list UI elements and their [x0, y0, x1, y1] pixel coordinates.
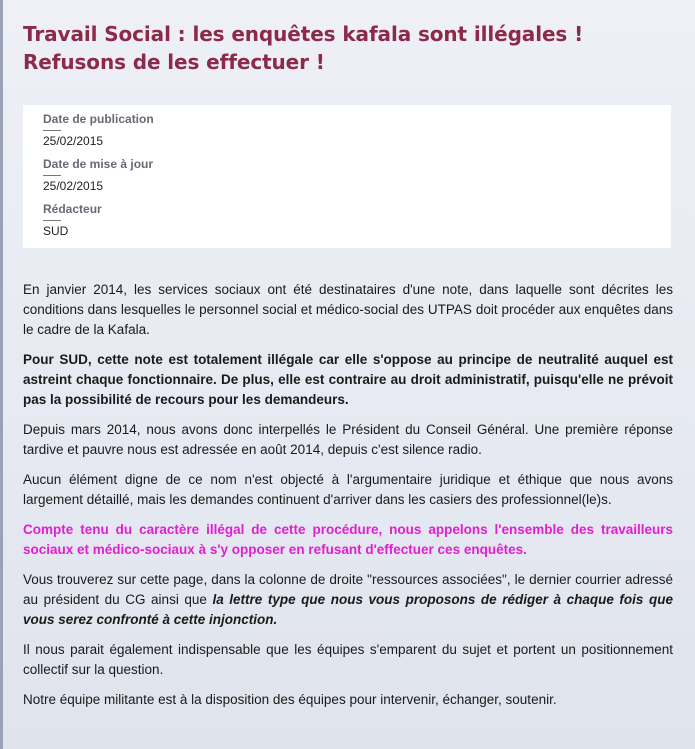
paragraph-sud-position: Pour SUD, cette note est totalement illégale car elle s'oppose au principe de neutralité auquel est astreint chaque fonctionnaire. De plus, elle est contraire au droit administratif, puisqu'elle ne prévoit pas la possibilité de recours pour les demandeurs.: [23, 352, 673, 407]
resources-text: Vous trouverez sur cette page, dans la colonne de droite "ressources associées", le dernier courrier adressé au président du CG ainsi que: [23, 572, 673, 607]
paragraph-collective: Il nous parait également indispensable que les équipes s'emparent du sujet et portent un positionnement collectif sur la question.: [23, 642, 673, 677]
letter-template-emphasis: la lettre type que nous vous proposons de rédiger à chaque fois que vous serez confronté à cette injonction.: [23, 592, 673, 627]
update-date-value: 25/02/2015: [43, 179, 104, 193]
publication-date-label: Date de publication: [43, 112, 154, 126]
divider: [43, 130, 61, 131]
paragraph-history: Depuis mars 2014, nous avons donc interpellés le Président du Conseil Général. Une première réponse tardive et pauvre nous est adressée en août 2014, depuis c'est silence radio.: [23, 422, 673, 457]
divider: [43, 175, 61, 176]
article-body: [23, 280, 673, 710]
author-label: Rédacteur: [43, 202, 102, 216]
publication-date: [43, 112, 651, 148]
author-value: SUD: [43, 224, 69, 238]
metadata-box: [23, 105, 671, 248]
update-date-label: Date de mise à jour: [43, 157, 154, 171]
page-title: Travail Social : les enquêtes kafala sont illégales ! Refusons de les effectuer !: [23, 22, 584, 74]
paragraph-resources: [23, 570, 673, 630]
paragraph-intro: En janvier 2014, les services sociaux ont été destinataires d'une note, dans laquelle sont décrites les conditions dans lesquelles le personnel social et médico-social des UTPAS doit procéder aux enquêtes dans le cadre de la Kafala.: [23, 282, 673, 337]
update-date: [43, 157, 651, 193]
left-border: [0, 0, 3, 749]
author: [43, 202, 651, 238]
publication-date-value: 25/02/2015: [43, 134, 104, 148]
divider: [43, 220, 61, 221]
paragraph-team: Notre équipe militante est à la disposition des équipes pour intervenir, échanger, soutenir.: [23, 692, 557, 707]
article: [23, 14, 673, 720]
paragraph-arguments: Aucun élément digne de ce nom n'est objecté à l'argumentaire juridique et éthique que nous avons largement détaillé, mais les demandes continuent d'arriver dans les casiers des professionnel(le)s.: [23, 472, 673, 507]
paragraph-call-to-action: Compte tenu du caractère illégal de cette procédure, nous appelons l'ensemble des travailleurs sociaux et médico-sociaux à s'y opposer en refusant d'effectuer ces enquêtes.: [23, 522, 673, 557]
